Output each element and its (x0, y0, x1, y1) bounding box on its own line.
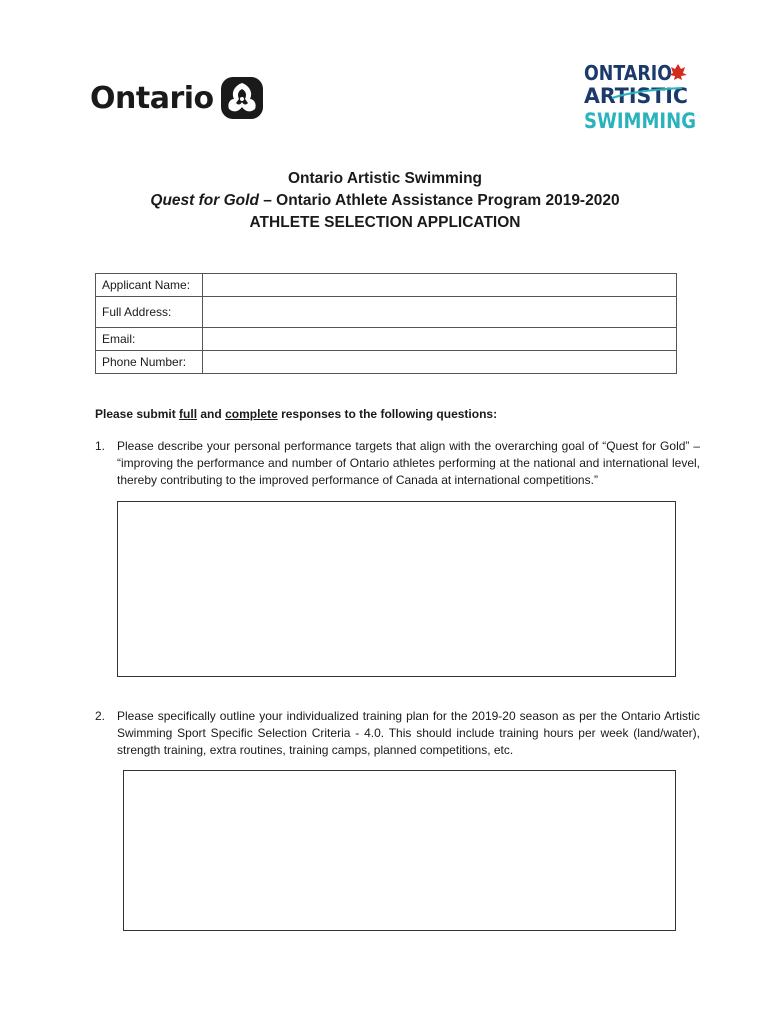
email-field[interactable] (203, 328, 677, 351)
document-header (0, 168, 770, 234)
applicant-name-label: Applicant Name: (96, 274, 203, 297)
question-number: 1. (95, 439, 106, 453)
applicant-info-table (95, 273, 677, 374)
phone-number-label: Phone Number: (96, 351, 203, 374)
instruction-mid: and (197, 407, 226, 421)
org-title: Ontario Artistic Swimming (287, 170, 483, 187)
svg-text:SWIMMING: SWIMMING (584, 109, 696, 133)
instruction-text (95, 407, 497, 421)
email-label: Email: (96, 328, 203, 351)
program-title-italic: Quest for Gold (150, 192, 259, 209)
answer-box-2[interactable] (123, 770, 676, 931)
phone-number-field[interactable] (203, 351, 677, 374)
instruction-post: responses to the following questions: (277, 407, 498, 421)
applicant-name-field[interactable] (203, 274, 677, 297)
instruction-pre: Please submit (95, 407, 180, 421)
ontario-wordmark: Ontario (90, 80, 214, 116)
instruction-full: full (179, 407, 198, 421)
ontario-logo (90, 76, 264, 120)
instruction-complete: complete (225, 407, 278, 421)
ontario-artistic-swimming-logo (582, 60, 700, 132)
trillium-icon (220, 76, 264, 120)
svg-text:ONTARIO: ONTARIO (584, 61, 672, 85)
svg-text:ARTISTIC: ARTISTIC (584, 84, 688, 108)
question-2 (95, 708, 700, 759)
full-address-field[interactable] (203, 297, 677, 328)
program-title (0, 190, 770, 212)
question-text: Please describe your personal performance targets that align with the overarching goal of “Quest for Gold” – “improving the performance and number of Ontario athletes performing at the national and international level, thereby contributing to the improved performance of Canada at international competitions.” (117, 439, 700, 487)
program-title-rest: – Ontario Athlete Assistance Program 2019-2020 (258, 192, 620, 209)
full-address-label: Full Address: (96, 297, 203, 328)
answer-box-1[interactable] (117, 501, 676, 677)
application-title: ATHLETE SELECTION APPLICATION (249, 214, 521, 231)
question-number: 2. (95, 709, 106, 723)
question-text: Please specifically outline your individualized training plan for the 2019-20 season as per the Ontario Artistic Swimming Sport Specific Selection Criteria - 4.0. This should include training hours per week (land/water), strength training, extra routines, training camps, planned competitions, etc. (117, 709, 700, 757)
question-1 (95, 438, 700, 489)
